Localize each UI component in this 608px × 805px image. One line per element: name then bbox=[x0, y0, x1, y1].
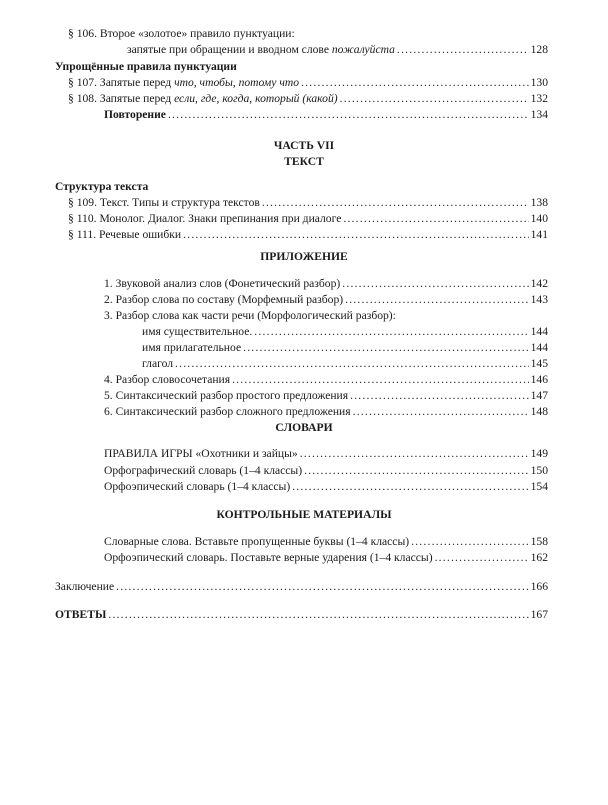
toc-entry-review[interactable] bbox=[104, 108, 548, 121]
dot-leader bbox=[243, 341, 529, 354]
page-number: 141 bbox=[530, 228, 548, 241]
page-number: 144 bbox=[530, 341, 548, 354]
dot-leader bbox=[435, 551, 529, 564]
toc-entry-appendix-6[interactable]: 6. Синтаксический разбор сложного предложения ..... 148 bbox=[104, 405, 548, 418]
dot-leader bbox=[342, 277, 528, 290]
page-number: 167 bbox=[530, 608, 548, 621]
page-number: 140 bbox=[530, 212, 548, 225]
toc-entry-vocabulary-words[interactable]: Словарные слова. Вставьте пропущенные буквы (1–4 классы) ..... 158 bbox=[104, 535, 548, 548]
page-number: 138 bbox=[530, 196, 548, 209]
toc-entry-sec108[interactable] bbox=[68, 92, 548, 105]
dot-leader bbox=[292, 480, 528, 493]
dot-leader bbox=[254, 325, 528, 338]
dot-leader bbox=[350, 389, 529, 402]
dot-leader bbox=[353, 405, 529, 418]
sec106-line1: § 106. Второе «золотое» правило пунктуации: bbox=[68, 27, 295, 40]
dot-leader bbox=[397, 43, 529, 56]
page-number: 147 bbox=[530, 389, 548, 402]
dot-leader bbox=[116, 580, 528, 593]
page-number: 162 bbox=[530, 551, 548, 564]
toc-label: § 107. Запятые перед что, чтобы, потому что bbox=[68, 76, 300, 89]
section-heading-simplified-rules: Упрощённые правила пунктуации bbox=[55, 60, 237, 73]
toc-entry-appendix-2[interactable]: 2. Разбор слова по составу (Морфемный разбор) ..... 143 bbox=[104, 293, 548, 306]
page-number: 144 bbox=[530, 325, 548, 338]
toc-entry-appendix-1[interactable]: 1. Звуковой анализ слов (Фонетический разбор) ..... 142 bbox=[104, 277, 548, 290]
toc-entry-sec107[interactable] bbox=[68, 76, 548, 89]
toc-entry-noun[interactable]: имя существительное. ..... 144 bbox=[142, 325, 548, 338]
toc-entry-sec109[interactable]: § 109. Текст. Типы и структура текстов ..... 138 bbox=[68, 196, 548, 209]
page-number: 134 bbox=[530, 108, 548, 121]
dot-leader bbox=[183, 228, 528, 241]
section-heading-text-structure: Структура текста bbox=[55, 180, 149, 193]
dot-leader bbox=[108, 608, 528, 621]
dot-leader bbox=[301, 76, 529, 89]
dot-leader bbox=[262, 196, 529, 209]
page-number: 158 bbox=[530, 535, 548, 548]
page-number: 146 bbox=[530, 373, 548, 386]
page-number: 143 bbox=[530, 293, 548, 306]
toc-entry-appendix-4[interactable]: 4. Разбор словосочетания ..... 146 bbox=[104, 373, 548, 386]
dot-leader bbox=[345, 293, 529, 306]
toc-entry-sec111[interactable]: § 111. Речевые ошибки ..... 141 bbox=[68, 228, 548, 241]
page-number: 130 bbox=[530, 76, 548, 89]
toc-entry-appendix-5[interactable]: 5. Синтаксический разбор простого предложения ..... 147 bbox=[104, 389, 548, 402]
page-number: 166 bbox=[530, 580, 548, 593]
toc-label: Повторение bbox=[104, 108, 166, 121]
dot-leader bbox=[232, 373, 529, 386]
toc-label: § 108. Запятые перед если, где, когда, который (какой) bbox=[68, 92, 338, 105]
appendix-item-3: 3. Разбор слова как части речи (Морфологический разбор): bbox=[104, 309, 396, 322]
page-number: 148 bbox=[530, 405, 548, 418]
toc-entry-stress-marks[interactable]: Орфоэпический словарь. Поставьте верные ударения (1–4 классы) ..... 162 bbox=[104, 551, 548, 564]
toc-entry-conclusion[interactable]: Заключение ..... 166 bbox=[55, 580, 548, 593]
toc-entry-game-rules[interactable]: ПРАВИЛА ИГРЫ «Охотники и зайцы» ..... 149 bbox=[104, 447, 548, 460]
appendix-title: ПРИЛОЖЕНИЕ bbox=[260, 250, 348, 263]
dot-leader bbox=[411, 535, 529, 548]
page-number: 154 bbox=[530, 480, 548, 493]
page-number: 149 bbox=[530, 447, 548, 460]
page-number: 145 bbox=[530, 357, 548, 370]
part-title: ЧАСТЬ VII bbox=[273, 139, 335, 152]
page-number: 150 bbox=[530, 464, 548, 477]
page-number: 128 bbox=[530, 43, 548, 56]
page-number: 142 bbox=[530, 277, 548, 290]
page-number: 132 bbox=[530, 92, 548, 105]
dot-leader bbox=[168, 108, 529, 121]
toc-label: запятые при обращении и вводном слове пожалуйста bbox=[127, 43, 395, 56]
dictionaries-title: СЛОВАРИ bbox=[275, 421, 333, 434]
italic-word: пожалуйста bbox=[331, 43, 395, 56]
part-subtitle: ТЕКСТ bbox=[284, 155, 324, 168]
dot-leader bbox=[343, 212, 528, 225]
toc-entry-orthographic-dictionary[interactable]: Орфографический словарь (1–4 классы) ..... 150 bbox=[104, 464, 548, 477]
toc-entry-sec110[interactable]: § 110. Монолог. Диалог. Знаки препинания при диалоге ..... 140 bbox=[68, 212, 548, 225]
toc-entry-verb[interactable]: глагол ..... 145 bbox=[142, 357, 548, 370]
dot-leader bbox=[304, 464, 529, 477]
dot-leader bbox=[340, 92, 529, 105]
dot-leader bbox=[300, 447, 529, 460]
control-materials-title: КОНТРОЛЬНЫЕ МАТЕРИАЛЫ bbox=[216, 508, 392, 521]
toc-entry-orthoepic-dictionary[interactable]: Орфоэпический словарь (1–4 классы) ..... 154 bbox=[104, 480, 548, 493]
toc-entry-sec106[interactable] bbox=[127, 43, 548, 56]
toc-entry-answers[interactable]: ОТВЕТЫ ..... 167 bbox=[55, 608, 548, 621]
dot-leader bbox=[175, 357, 529, 370]
toc-entry-adjective[interactable]: имя прилагательное ..... 144 bbox=[142, 341, 548, 354]
